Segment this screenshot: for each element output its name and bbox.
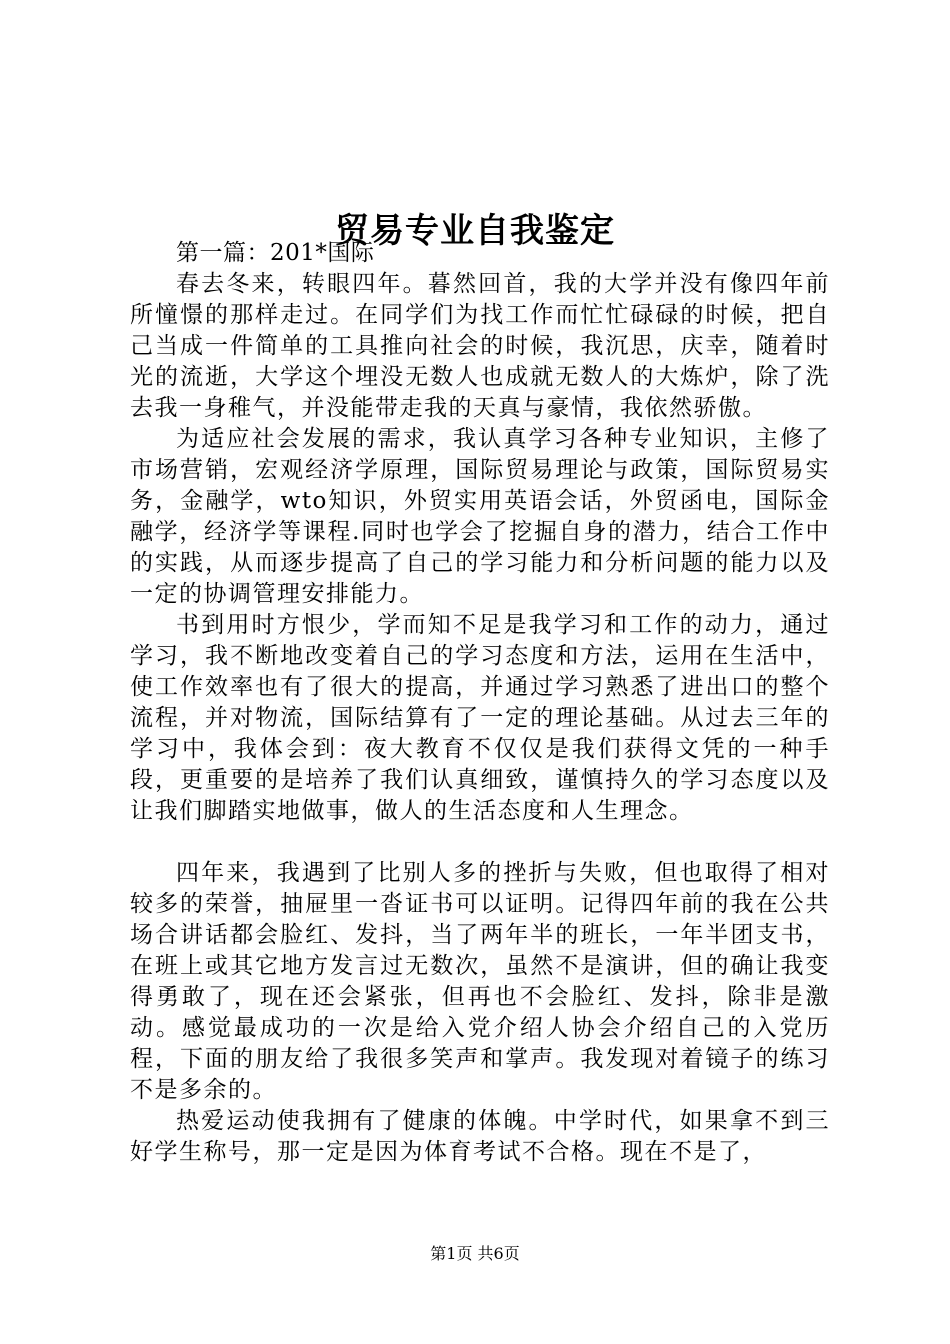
paragraph-4: 四年来，我遇到了比别人多的挫折与失败，但也取得了相对较多的荣誉，抽屉里一沓证书可以证明。记得四年前的我在公共场合讲话都会脸红、发抖，当了两年半的班长，一年半团支书，在班上或其它地方发言过无数次，虽然不是演讲，但的确让我变得勇敢了，现在还会紧张，但再也不会脸红、发抖，除非是激动。感觉最成功的一次是给入党介绍人协会介绍自己的入党历程，下面的朋友给了我很多笑声和掌声。我发现对着镜子的练习不是多余的。: [130, 860, 830, 1103]
document-title: 贸易专业自我鉴定: [335, 210, 615, 251]
page-footer: 第1页 共6页: [430, 1244, 520, 1263]
paragraph-1: 春去冬来，转眼四年。暮然回首，我的大学并没有像四年前所憧憬的那样走过。在同学们为找工作而忙忙碌碌的时候，把自己当成一件简单的工具推向社会的时候，我沉思，庆幸，随着时光的流逝，大学这个埋没无数人也成就无数人的大炼炉，除了洗去我一身稚气，并没能带走我的天真与豪情，我依然骄傲。: [130, 271, 830, 421]
section-heading: 第一篇：201*国际: [176, 240, 375, 266]
paragraph-3: 书到用时方恨少，学而知不足是我学习和工作的动力，通过学习，我不断地改变着自己的学习态度和方法，运用在生活中，使工作效率也有了很大的提高，并通过学习熟悉了进出口的整个流程，并对物流，国际结算有了一定的理论基础。从过去三年的学习中，我体会到：夜大教育不仅仅是我们获得文凭的一种手段，更重要的是培养了我们认真细致，谨慎持久的学习态度以及让我们脚踏实地做事，做人的生活态度和人生理念。: [130, 612, 830, 824]
document-body: [130, 238, 830, 1168]
paragraph-5: 热爱运动使我拥有了健康的体魄。中学时代，如果拿不到三好学生称号，那一定是因为体育考试不合格。现在不是了，: [130, 1108, 830, 1165]
paragraph-2: 为适应社会发展的需求，我认真学习各种专业知识，主修了市场营销，宏观经济学原理，国际贸易理论与政策，国际贸易实务，金融学，wto知识，外贸实用英语会话，外贸函电，国际金融学，经济学等课程.同时也学会了挖掘自身的潜力，结合工作中的实践，从而逐步提高了自己的学习能力和分析问题的能力以及一定的协调管理安排能力。: [130, 426, 830, 607]
paragraph-spacer: [130, 827, 830, 858]
